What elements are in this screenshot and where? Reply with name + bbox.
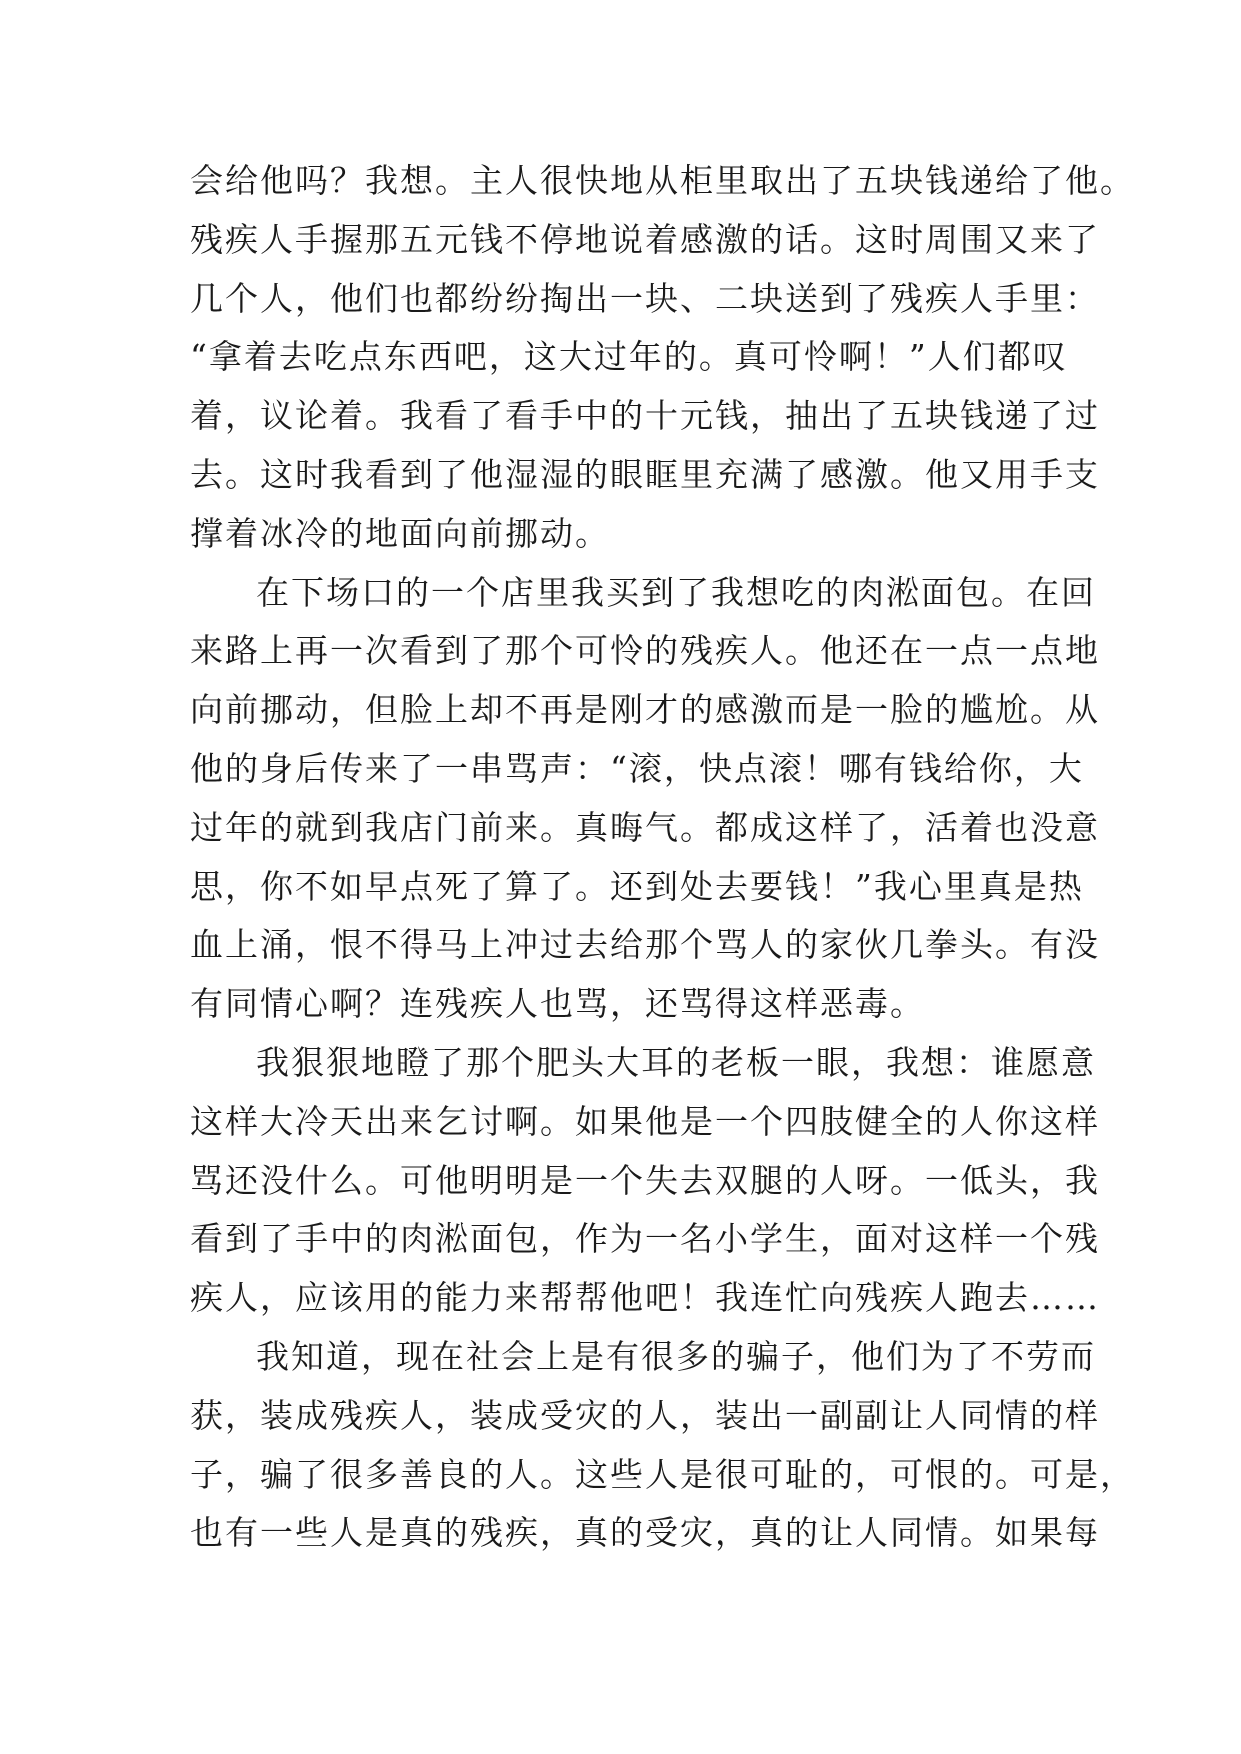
text-line: 几个人，他们也都纷纷掏出一块、二块送到了残疾人手里： xyxy=(190,278,1100,318)
text-line: 思，你不如早点死了算了。还到处去要钱！”我心里真是热 xyxy=(190,866,1084,906)
text-line: 着，议论着。我看了看手中的十元钱，抽出了五块钱递了过 xyxy=(190,396,1100,436)
text-line: 也有一些人是真的残疾，真的受灾，真的让人同情。如果每 xyxy=(190,1513,1100,1553)
text-line: 会给他吗？我想。主人很快地从柜里取出了五块钱递给了他。 xyxy=(190,161,1135,200)
body-text xyxy=(190,152,1135,1563)
text-line: 来路上再一次看到了那个可怜的残疾人。他还在一点一点地 xyxy=(190,631,1100,671)
text-line: 这样大冷天出来乞讨啊。如果他是一个四肢健全的人你这样 xyxy=(190,1101,1100,1141)
text-line: 过年的就到我店门前来。真晦气。都成这样了，活着也没意 xyxy=(190,807,1100,847)
text-line: 骂还没什么。可他明明是一个失去双腿的人呀。一低头，我 xyxy=(190,1160,1100,1200)
text-line: 子，骗了很多善良的人。这些人是很可耻的，可恨的。可是， xyxy=(190,1454,1135,1494)
text-line: 疾人，应该用的能力来帮帮他吧！我连忙向残疾人跑去…… xyxy=(190,1278,1100,1318)
text-line: “拿着去吃点东西吧，这大过年的。真可怜啊！”人们都叹 xyxy=(190,337,1068,377)
text-line: 向前挪动，但脸上却不再是刚才的感激而是一脸的尴尬。从 xyxy=(190,690,1100,730)
paragraph-first-line: 在下场口的一个店里我买到了我想吃的肉淞面包。在回 xyxy=(256,572,1096,612)
text-line: 看到了手中的肉淞面包，作为一名小学生，面对这样一个残 xyxy=(190,1219,1100,1259)
paragraph-first-line: 我知道，现在社会上是有很多的骗子，他们为了不劳而 xyxy=(256,1336,1096,1376)
text-line: 去。这时我看到了他湿湿的眼眶里充满了感激。他又用手支 xyxy=(190,454,1100,494)
text-line: 残疾人手握那五元钱不停地说着感激的话。这时周围又来了 xyxy=(190,219,1100,259)
text-line: 有同情心啊？连残疾人也骂，还骂得这样恶毒。 xyxy=(190,984,925,1024)
paragraph-first-line: 我狠狠地瞪了那个肥头大耳的老板一眼，我想：谁愿意 xyxy=(256,1042,1096,1082)
text-line: 撑着冰冷的地面向前挪动。 xyxy=(190,513,610,553)
text-line: 血上涌，恨不得马上冲过去给那个骂人的家伙几拳头。有没 xyxy=(190,925,1100,965)
text-line: 获，装成残疾人，装成受灾的人，装出一副副让人同情的样 xyxy=(190,1395,1100,1435)
text-line: 他的身后传来了一串骂声：“滚，快点滚！哪有钱给你，大 xyxy=(190,748,1084,788)
